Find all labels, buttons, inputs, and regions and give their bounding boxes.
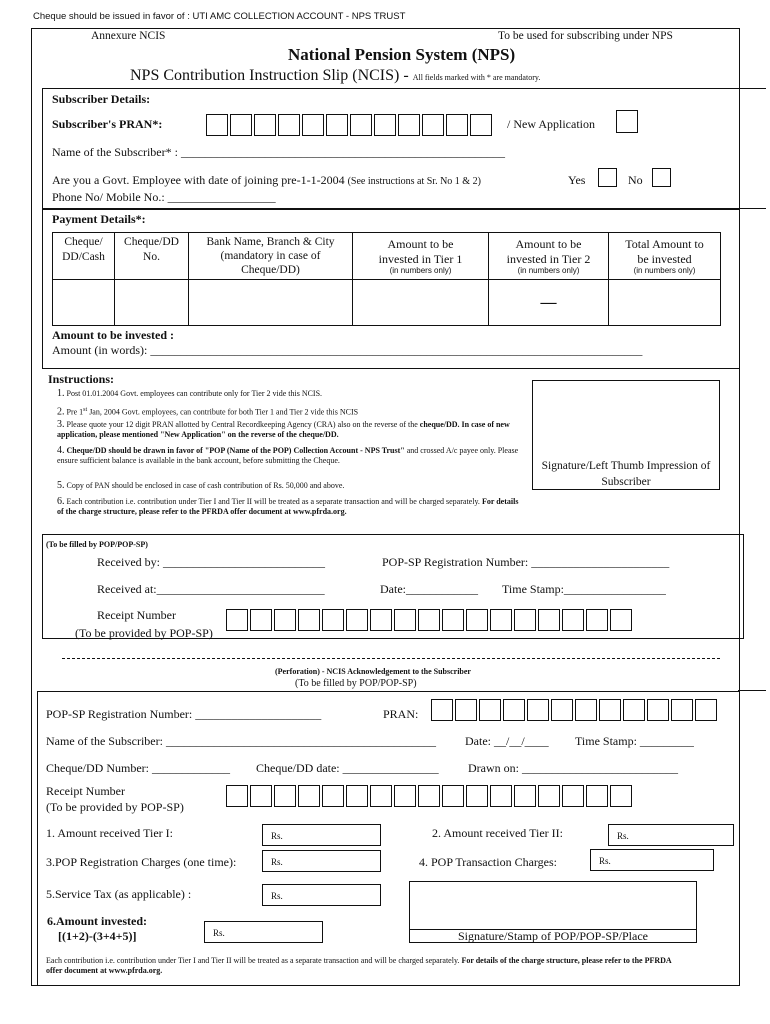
- amount-invested-label: 6.Amount invested:: [47, 914, 148, 928]
- ack-pop-reg-field[interactable]: POP-SP Registration Number: _____________________: [46, 707, 322, 721]
- ack-pran-boxes[interactable]: [431, 699, 719, 721]
- signature-label: Signature/Left Thumb Impression of Subscriber: [541, 460, 711, 488]
- divider: [738, 690, 766, 691]
- amount-invested-field[interactable]: Rs.: [204, 921, 323, 943]
- service-tax-field[interactable]: Rs.: [262, 884, 381, 906]
- payment-table: [52, 232, 721, 326]
- ack-footer-note: Each contribution i.e. contribution under Tier I and Tier II will be treated as a separate transaction and will be charged separately. For details of the charge structure, please refer to the PFRDA offer document at www.pfrda.org.: [46, 956, 672, 975]
- reg-charges-field[interactable]: Rs.: [262, 850, 381, 872]
- col-payment-mode: Cheque/ DD/Cash: [53, 233, 115, 280]
- perforation-line: [62, 658, 720, 659]
- instruction-6: 6. Each contribution i.e. contribution under Tier I and Tier II will be treated as a separate transaction and will be charged separately. For details of the charge structure, please refer to the PFRDA offer document at www.pfrda.org.: [57, 496, 519, 516]
- ack-title: (Perforation) - NCIS Acknowledgement to the Subscriber: [275, 667, 471, 676]
- ack-filled-by: (To be filled by POP/POP-SP): [295, 678, 417, 689]
- col-cheque-number: Cheque/DD No.: [115, 233, 189, 280]
- tier2-received-field[interactable]: Rs.: [608, 824, 734, 846]
- amount-in-words-field[interactable]: Amount (in words): __________________________________________________________________________________: [52, 343, 643, 357]
- cheque-payee-note: Cheque should be issued in favor of : UTI AMC COLLECTION ACCOUNT - NPS TRUST: [33, 11, 406, 22]
- pop-stamp-label: Signature/Stamp of POP/POP-SP/Place: [457, 929, 648, 943]
- subscriber-section-title: Subscriber Details:: [52, 92, 151, 106]
- govt-employee-question: Are you a Govt. Employee with date of joining pre-1-1-2004 (See instructions at Sr. No 1 & 2): [52, 173, 481, 187]
- instruction-2: 2. Pre 1st Jan, 2004 Govt. employees, can contribute for both Tier 1 and Tier 2 vide this NCIS: [57, 406, 359, 418]
- cell-total-amount[interactable]: [609, 280, 721, 326]
- ack-pran-label: PRAN:: [383, 707, 419, 721]
- time-stamp-field[interactable]: Time Stamp:_________________: [502, 582, 666, 596]
- service-tax-label: 5.Service Tax (as applicable) :: [46, 887, 192, 901]
- cell-payment-mode[interactable]: [53, 280, 115, 326]
- instruction-3: 3. Please quote your 12 digit PRAN allotted by Central Recordkeeping Agency (CRA) also on the reverse of the cheque/DD. In case of new application, please mentioned "New Application" on the reverse of the cheque/DD.: [57, 419, 510, 439]
- pop-reg-number-field[interactable]: POP-SP Registration Number: _______________________: [382, 555, 670, 569]
- ack-cheque-date-field[interactable]: Cheque/DD date: ________________: [256, 761, 439, 775]
- amount-invested-title: Amount to be invested :: [52, 328, 174, 342]
- cell-cheque-number[interactable]: [115, 280, 189, 326]
- received-at-field[interactable]: Received at:____________________________: [97, 582, 325, 596]
- received-by-field[interactable]: Received by: ___________________________: [97, 555, 325, 569]
- tier2-received-label: 2. Amount received Tier II:: [432, 826, 563, 840]
- payment-table-row[interactable]: [53, 280, 721, 326]
- instruction-1: 1. Post 01.01.2004 Govt. employees can contribute only for Tier 2 vide this NCIS.: [57, 388, 323, 399]
- form-title: National Pension System (NPS): [288, 45, 516, 64]
- no-checkbox[interactable]: [652, 168, 671, 187]
- col-tier1-amount: Amount to be invested in Tier 1 (in numbers only): [353, 233, 489, 280]
- instruction-5: 5. Copy of PAN should be enclosed in case of cash contribution of Rs. 50,000 and above.: [57, 480, 345, 491]
- purpose-label: To be used for subscribing under NPS: [498, 30, 673, 42]
- pran-input-boxes[interactable]: [206, 114, 494, 136]
- instructions-title: Instructions:: [48, 372, 115, 386]
- col-total-amount: Total Amount to be invested (in numbers only): [609, 233, 721, 280]
- col-tier2-amount: Amount to be invested in Tier 2 (in numbers only): [489, 233, 609, 280]
- instruction-4: 4. Cheque/DD should be drawn in favor of "POP (Name of the POP) Collection Account - NPS Trust" and crossed A/c payee only. Please ensure sufficient balance is available in the bank account, before submitting the Cheque.: [57, 445, 519, 465]
- ack-subscriber-name-field[interactable]: Name of the Subscriber: _____________________________________________: [46, 734, 436, 748]
- tier1-received-field[interactable]: Rs.: [262, 824, 381, 846]
- ack-cheque-number-field[interactable]: Cheque/DD Number: _____________: [46, 761, 230, 775]
- txn-charges-label: 4. POP Transaction Charges:: [419, 855, 558, 869]
- phone-field[interactable]: Phone No/ Mobile No.: __________________: [52, 190, 276, 204]
- pop-section-title: (To be filled by POP/POP-SP): [46, 540, 148, 549]
- subscriber-name-field[interactable]: Name of the Subscriber* : ______________________________________________________: [52, 145, 505, 159]
- cell-bank-name[interactable]: [189, 280, 353, 326]
- annexure-label: Annexure NCIS: [91, 30, 166, 42]
- ack-date-field[interactable]: Date: __/__/____: [465, 734, 549, 748]
- tier1-received-label: 1. Amount received Tier I:: [46, 826, 173, 840]
- col-bank-name: Bank Name, Branch & City (mandatory in case of Cheque/DD): [189, 233, 353, 280]
- ack-receipt-number-note: (To be provided by POP-SP): [46, 800, 184, 814]
- pran-label: Subscriber's PRAN*:: [52, 117, 163, 131]
- receipt-number-boxes[interactable]: [226, 609, 634, 631]
- receipt-number-note: (To be provided by POP-SP): [75, 626, 213, 640]
- divider: [738, 208, 766, 209]
- form-subtitle: NPS Contribution Instruction Slip (NCIS) - All fields marked with * are mandatory.: [130, 67, 541, 84]
- ack-time-stamp-field[interactable]: Time Stamp: _________: [575, 734, 694, 748]
- ack-receipt-number-label: Receipt Number: [46, 784, 125, 798]
- yes-label: Yes: [568, 173, 586, 187]
- ack-drawn-on-field[interactable]: Drawn on: __________________________: [468, 761, 678, 775]
- date-field[interactable]: Date:____________: [380, 582, 478, 596]
- cell-tier1-amount[interactable]: [353, 280, 489, 326]
- yes-checkbox[interactable]: [598, 168, 617, 187]
- no-label: No: [628, 173, 643, 187]
- new-application-label: / New Application: [507, 117, 595, 131]
- divider: [738, 88, 766, 89]
- txn-charges-field[interactable]: Rs.: [590, 849, 714, 871]
- amount-invested-formula: [(1+2)-(3+4+5)]: [58, 929, 137, 943]
- receipt-number-label: Receipt Number: [97, 608, 176, 622]
- payment-section-title: Payment Details*:: [52, 212, 146, 226]
- reg-charges-label: 3.POP Registration Charges (one time):: [46, 855, 237, 869]
- new-application-checkbox[interactable]: [616, 110, 638, 133]
- cell-tier2-amount[interactable]: —: [489, 280, 609, 326]
- payment-table-header: [53, 233, 721, 280]
- ack-receipt-number-boxes[interactable]: [226, 785, 634, 807]
